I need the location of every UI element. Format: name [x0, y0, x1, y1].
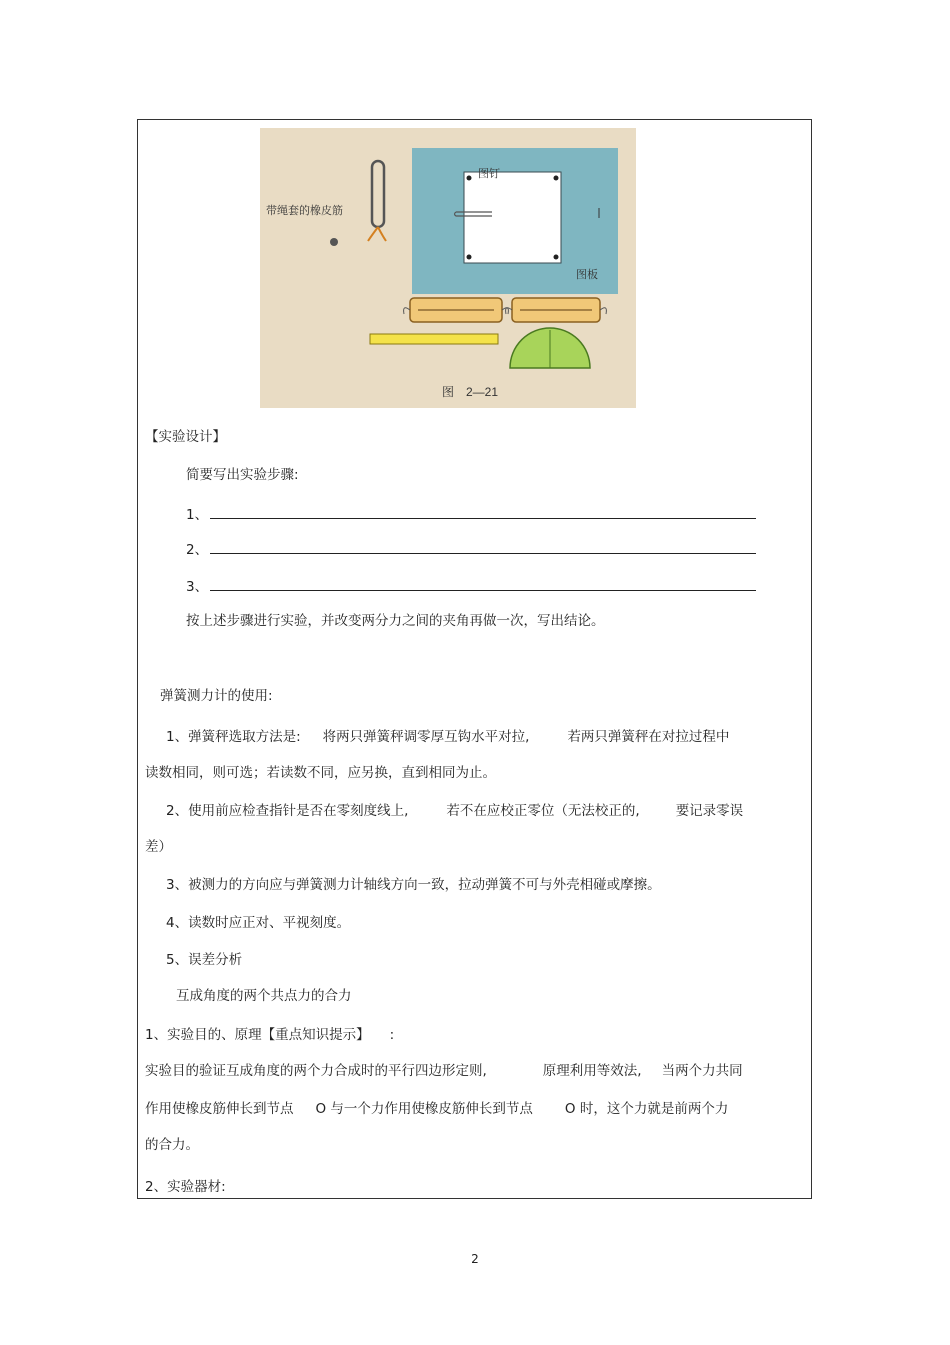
rubber-knot [330, 238, 338, 246]
spring-item-2 [166, 802, 743, 820]
text-segment: O 时，这个力就是前两个力 [564, 1101, 729, 1117]
step-number: 2、 [186, 542, 209, 558]
step-number: 1、 [186, 507, 209, 523]
spring-item-4: 4、读数时应正对、平视刻度。 [166, 915, 351, 931]
pin-top-left [467, 176, 472, 181]
blank-line[interactable] [210, 541, 756, 554]
blank-line[interactable] [210, 506, 756, 519]
page-number: 2 [471, 1252, 479, 1266]
text-segment: O 与一个力作用使橡皮筋伸长到节点 [315, 1101, 533, 1117]
paper-sheet [464, 172, 561, 263]
text-segment: : [389, 1027, 395, 1043]
text-segment: 实验目的验证互成角度的两个力合成时的平行四边形定则, [145, 1063, 487, 1079]
equipment-heading: 2、实验器材: [145, 1179, 226, 1195]
step-number: 3、 [186, 579, 209, 595]
spring-item-3: 3、被测力的方向应与弹簧测力计轴线方向一致，拉动弹簧不可与外壳相碰或摩擦。 [166, 877, 661, 893]
design-intro: 简要写出实验步骤: [186, 467, 299, 483]
spring-item-5: 5、误差分析 [166, 952, 243, 968]
design-after: 按上述步骤进行实验，并改变两分力之间的夹角再做一次，写出结论。 [186, 613, 605, 629]
text-segment: 1、实验目的、原理【重点知识提示】 [145, 1027, 370, 1043]
pin-bottom-right [554, 255, 559, 260]
text-segment: 原理利用等效法, [542, 1063, 642, 1079]
text-segment: 要记录零误 [675, 803, 744, 819]
design-heading: 【实验设计】 [145, 429, 226, 445]
experiment-title: 互成角度的两个共点力的合力 [176, 988, 352, 1004]
purpose-line-3: 的合力。 [145, 1137, 199, 1153]
text-segment: 若不在应校正零位（无法校正的, [446, 803, 640, 819]
text-segment: 将两只弹簧秤调零厚互钩水平对拉, [322, 729, 530, 745]
text-segment: 若两只弹簧秤在对拉过程中 [567, 729, 730, 745]
pin-top-right [554, 176, 559, 181]
experiment-figure [260, 128, 636, 408]
purpose-line-1 [145, 1062, 743, 1080]
spring-heading: 弹簧测力计的使用: [160, 688, 273, 704]
spring-scale-right [506, 298, 607, 322]
label-rubber: 带绳套的橡皮筋 [266, 205, 343, 217]
spring-item-2-cont: 差） [145, 839, 172, 855]
blank-line[interactable] [210, 578, 756, 591]
text-segment: 作用使橡皮筋伸长到节点 [145, 1101, 294, 1117]
spring-item-1 [166, 728, 729, 746]
step-1 [186, 506, 756, 524]
spring-item-1-cont: 读数相同，则可选；若读数不同，应另换，直到相同为止。 [145, 765, 496, 781]
spring-scale-left [404, 298, 509, 322]
label-board: 图板 [576, 269, 598, 281]
text-segment: 1、弹簧秤选取方法是: [166, 729, 301, 745]
text-segment: 2、使用前应检查指针是否在零刻度线上, [166, 803, 409, 819]
text-segment: 当两个力共同 [661, 1063, 743, 1079]
pin-bottom-left [467, 255, 472, 260]
purpose-heading [145, 1026, 394, 1044]
label-pin: 图钉 [478, 168, 500, 180]
step-2 [186, 541, 756, 559]
ruler [370, 334, 498, 344]
purpose-line-2 [145, 1100, 728, 1118]
figure-caption: 图 2—21 [442, 385, 499, 399]
step-3 [186, 578, 756, 596]
